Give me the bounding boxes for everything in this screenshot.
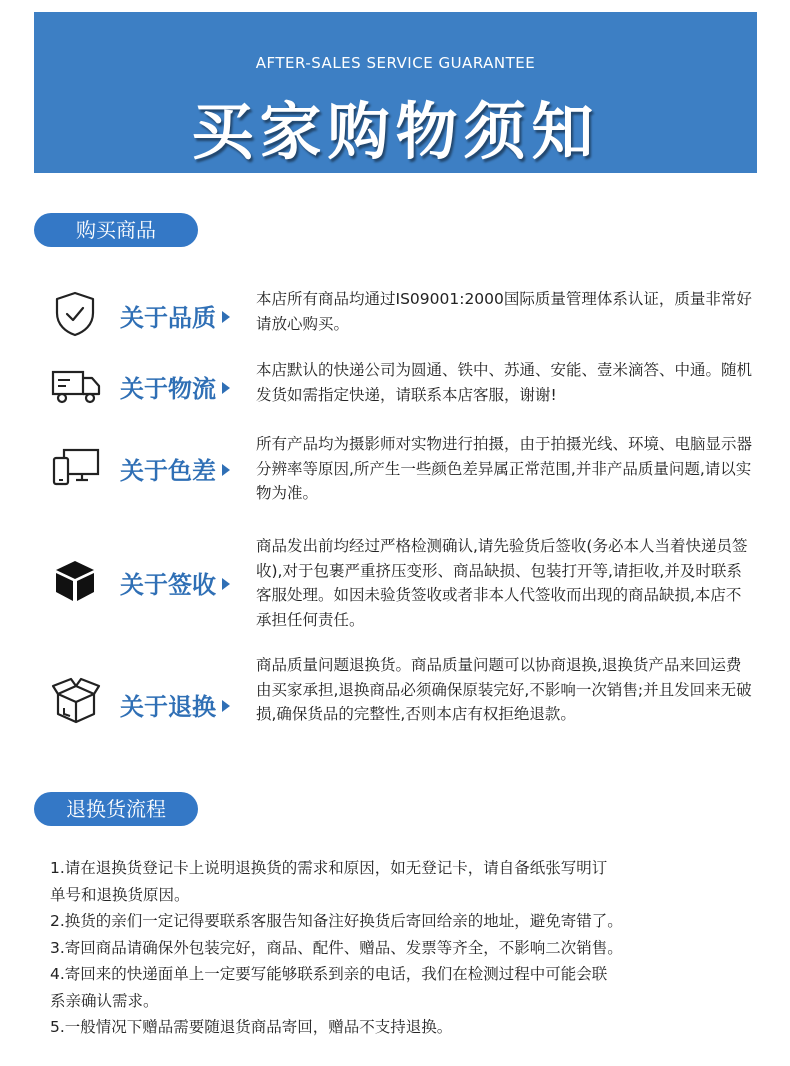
- triangle-right-icon: [222, 578, 230, 590]
- process-line: 系亲确认需求。: [50, 991, 159, 1010]
- devices-icon: [50, 442, 100, 492]
- delivery-truck-icon: [50, 360, 100, 410]
- item-desc-return: 商品质量问题退换货。商品质量问题可以协商退换,退换货产品来回运费由买家承担,退换商品必须确保原装完好,不影响一次销售;并且发回来无破损,确保货品的完整性,否则本店有权拒绝退款。: [256, 656, 752, 723]
- open-box-icon: [50, 676, 100, 726]
- triangle-right-icon: [222, 464, 230, 476]
- triangle-right-icon: [222, 700, 230, 712]
- item-title-color: 关于色差: [120, 451, 230, 486]
- item-desc-quality: 本店所有商品均通过IS09001:2000国际质量管理体系认证，质量非常好请放心购买。: [256, 290, 752, 333]
- process-line: 5.一般情况下赠品需要随退货商品寄回，赠品不支持退换。: [50, 1018, 453, 1036]
- banner-title: 买家购物须知: [191, 95, 600, 168]
- process-line: 2.换货的亲们一定记得要联系客服告知备注好换货后寄回给亲的地址，避免寄错了。: [50, 912, 623, 930]
- process-line: 单号和退换货原因。: [50, 885, 190, 904]
- section-label-return-process: 退换货流程: [34, 792, 198, 826]
- banner-subtitle: AFTER-SALES SERVICE GUARANTEE: [255, 54, 536, 72]
- process-line: 4.寄回来的快递面单上一定要写能够联系到亲的电话，我们在检测过程中可能会联: [50, 965, 608, 983]
- package-cube-icon: [50, 556, 100, 606]
- triangle-right-icon: [222, 311, 230, 323]
- section-label-purchase: 购买商品: [34, 213, 198, 247]
- process-line: 1.请在退换货登记卡上说明退换货的需求和原因，如无登记卡，请自备纸张写明订: [50, 859, 608, 877]
- triangle-right-icon: [222, 382, 230, 394]
- shield-check-icon: [50, 289, 100, 339]
- item-title-return: 关于退换: [120, 687, 230, 722]
- header-banner: [34, 12, 757, 173]
- item-desc-logistics: 本店默认的快递公司为圆通、铁中、苏通、安能、壹米滴答、中通。随机发货如需指定快递，请联系本店客服，谢谢!: [256, 361, 753, 404]
- return-process-steps: [50, 855, 750, 1041]
- item-title-logistics: 关于物流: [120, 369, 230, 404]
- item-title-quality: 关于品质: [120, 298, 230, 333]
- item-title-signing: 关于签收: [120, 565, 230, 600]
- process-line: 3.寄回商品请确保外包装完好，商品、配件、赠品、发票等齐全，不影响二次销售。: [50, 938, 623, 957]
- item-desc-signing: 商品发出前均经过严格检测确认,请先验货后签收(务必本人当着快递员签收),对于包裹严重挤压变形、商品缺损、包装打开等,请拒收,并及时联系客服处理。如因未验货签收或者非本人代签收而出现的商品缺损,本店不承担任何责任。: [256, 537, 748, 629]
- item-desc-color: 所有产品均为摄影师对实物进行拍摄，由于拍摄光线、环境、电脑显示器分辨率等原因,所产生一些颜色差异属正常范围,并非产品质量问题,请以实物为准。: [256, 435, 753, 502]
